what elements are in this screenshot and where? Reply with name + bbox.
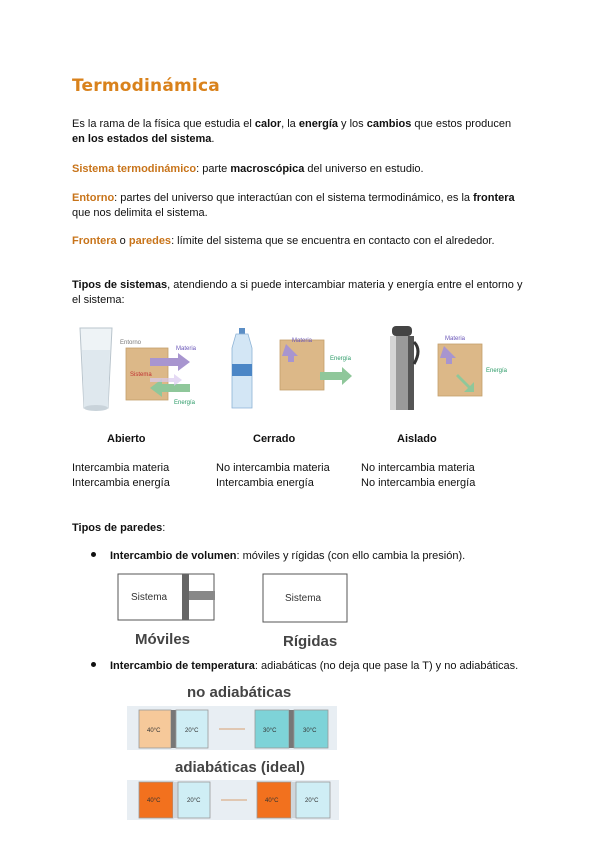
entorno-definition: Entorno: partes del universo que interactúan con el sistema termodinámico, es la frontera que nos delimita el sistema. (72, 192, 515, 219)
open-energia-label: Energía (174, 400, 196, 406)
moviles-label: Móviles (135, 631, 191, 648)
isolated-materia-label: Materia (445, 336, 466, 342)
isolated-energia-label: Energía (486, 368, 508, 374)
piston-wall (182, 574, 189, 620)
systems-figure (70, 320, 530, 415)
movable-sistema-label: Sistema (131, 592, 168, 603)
open-materia-label: Materia (176, 346, 197, 352)
svg-text:20°C: 20°C (185, 728, 199, 734)
page-title: Termodinámica (72, 76, 220, 96)
bullet-dot (91, 552, 96, 557)
sistema-definition: Sistema termodinámico: parte macroscópica del universo en estudio. (72, 163, 424, 175)
closed-energia-label: Energía (330, 356, 352, 362)
closed-materia-label: Materia (292, 338, 313, 344)
svg-text:40°C: 40°C (147, 798, 161, 804)
no-adiabaticas-label: no adiabáticas (187, 684, 292, 701)
system-name-abierto: Abierto (107, 433, 146, 445)
svg-text:30°C: 30°C (263, 728, 277, 734)
adiabaticas-label: adiabáticas (ideal) (175, 759, 306, 776)
entorno-label: Entorno (120, 340, 142, 346)
bullet-volumen: Intercambio de volumen: móviles y rígidas (con ello cambia la presión). (91, 550, 465, 562)
tipos-sistemas-paragraph: Tipos de sistemas, atendiendo a si puede intercambiar materia y energía entre el entorno y el sistema: (72, 279, 523, 306)
thermos-icon (390, 326, 418, 410)
svg-text:30°C: 30°C (303, 728, 317, 734)
svg-text:40°C: 40°C (265, 798, 279, 804)
closed-energia-arrow (320, 367, 352, 385)
svg-text:20°C: 20°C (187, 798, 201, 804)
temperature-figure (125, 682, 345, 822)
bullet-dot (91, 662, 96, 667)
bullet-temperatura: Intercambio de temperatura: adiabáticas (no deja que pase la T) y no adiabáticas. (91, 660, 518, 672)
frontera-definition: Frontera o paredes: límite del sistema que se encuentra en contacto con el alrededor. (72, 235, 495, 247)
glass-icon (80, 328, 112, 411)
rigidas-label: Rígidas (283, 633, 338, 650)
system-name-cerrado: Cerrado (253, 433, 296, 445)
system-desc-aislado: No intercambia materia No intercambia energía (361, 462, 476, 489)
bottle-icon (232, 328, 252, 408)
system-name-aislado: Aislado (397, 433, 437, 445)
system-desc-cerrado: No intercambia materia Intercambia energía (216, 462, 330, 489)
intro-paragraph: Es la rama de la física que estudia el calor, la energía y los cambios que estos producen en los estados del sistema. (72, 118, 512, 145)
open-sistema-label: Sistema (130, 372, 152, 378)
piston-rod (189, 591, 215, 600)
tipos-paredes-heading: Tipos de paredes: (72, 522, 166, 534)
svg-text:20°C: 20°C (305, 798, 319, 804)
walls-figure (115, 572, 355, 652)
svg-text:40°C: 40°C (147, 728, 161, 734)
rigid-sistema-label: Sistema (285, 593, 322, 604)
system-desc-abierto: Intercambia materia Intercambia energía (72, 462, 170, 489)
